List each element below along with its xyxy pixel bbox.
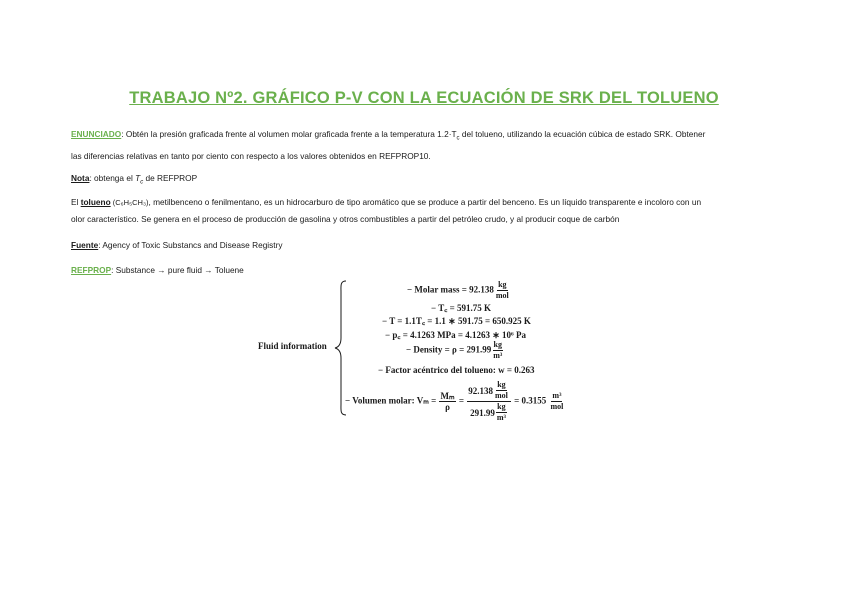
- molar-mass-unit: [495, 280, 510, 301]
- molar-volume-result: = 0.3155: [514, 395, 547, 406]
- molar-mass-unit-den: mol: [495, 291, 509, 300]
- density-text: − Density = ρ = 291.99: [406, 344, 492, 355]
- tolueno-paragraph: [71, 194, 781, 228]
- tolueno-line-2: olor característico. Se genera en el proceso de producción de gasolina y otros combustibles a partir del petróleo crudo, y al producir coque de carbón: [71, 214, 620, 224]
- nota-label: Nota: [71, 173, 90, 183]
- fluid-information-label: Fluid information: [258, 341, 327, 351]
- molar-volume-ratio-num: Mₘ: [440, 391, 455, 401]
- molar-volume-prefix: − Volumen molar: Vₘ =: [345, 395, 437, 406]
- acentric-factor-equation: − Factor acéntrico del tolueno: w = 0.263: [378, 365, 535, 375]
- molar-volume-ratio: [439, 391, 455, 412]
- tolueno-prefix: El: [71, 197, 81, 207]
- enunciado-line-1: [71, 126, 781, 148]
- molar-mass-unit-num: kg: [498, 280, 507, 289]
- enunciado-text-1: : Obtén la presión graficada frente al volumen molar graficada frente a la temperatura 1.2·T: [121, 129, 457, 139]
- molar-volume-value-fraction: [467, 380, 511, 423]
- refprop-label: REFPROP: [71, 265, 112, 275]
- molar-volume-value-num: [467, 380, 511, 402]
- molar-volume-value-den: [469, 402, 509, 423]
- refprop-paragraph: [71, 262, 781, 279]
- density-value-unit: [496, 402, 507, 423]
- molar-volume-result-unit: [550, 391, 565, 412]
- result-unit-den: mol: [550, 402, 564, 411]
- nota-text-before: : obtenga el: [89, 173, 136, 183]
- molar-mass-value: 92.138: [468, 385, 493, 396]
- molar-volume-equation: [345, 380, 565, 423]
- fuente-text: : Agency of Toxic Substancs and Disease Registry: [98, 240, 283, 250]
- molar-volume-ratio-den: ρ: [445, 402, 450, 412]
- molar-volume-equals: =: [458, 395, 464, 406]
- refprop-text: : Substance → pure fluid → Toluene: [111, 265, 244, 275]
- density-unit: [492, 340, 503, 361]
- tolueno-label: tolueno: [80, 197, 111, 207]
- fuente-paragraph: [71, 237, 781, 254]
- tolueno-text-1: , metilbenceno o fenilmentano, es un hidrocarburo de tipo aromático que se produce a partir del benceno. Es un líquido transparente e incoloro con un: [148, 197, 702, 207]
- dens-unit-num: kg: [497, 402, 506, 411]
- density-unit-num: kg: [493, 340, 502, 349]
- nota-paragraph: [71, 170, 781, 192]
- enunciado-paragraph: [71, 126, 781, 165]
- nota-tc-sub: c: [140, 179, 144, 186]
- mm-unit-den: mol: [494, 391, 508, 400]
- critical-temperature-equation: − T꜀ = 591.75 K: [431, 303, 491, 313]
- molar-mass-text: − Molar mass = 92.138: [407, 284, 494, 295]
- molar-mass-value-unit: [494, 380, 509, 401]
- dens-unit-den: m³: [496, 413, 506, 422]
- critical-pressure-equation: − p꜀ = 4.1263 MPa = 4.1263 ∗ 10⁶ Pa: [385, 330, 526, 340]
- enunciado-line-2: las diferencias relativas en tanto por ciento con respecto a los valores obtenidos en REFPROP10.: [71, 150, 431, 161]
- result-unit-num: m³: [552, 391, 562, 400]
- density-value: 291.99: [470, 407, 495, 418]
- enunciado-tc-sub: c: [456, 135, 460, 142]
- tolueno-formula: (C₆H₅CH₃): [110, 198, 149, 207]
- fuente-label: Fuente: [71, 240, 99, 250]
- nota-text-after: de REFPROP: [143, 173, 198, 183]
- density-equation: [406, 340, 504, 361]
- temperature-equation: − T = 1.1T꜀ = 1.1 ∗ 591.75 = 650.925 K: [382, 316, 531, 326]
- tolueno-line-1: [71, 194, 781, 211]
- molar-mass-equation: [407, 280, 511, 301]
- mm-unit-num: kg: [497, 380, 506, 389]
- page-title: TRABAJO Nº2. GRÁFICO P-V CON LA ECUACIÓN DE SRK DEL TOLUENO: [129, 89, 719, 107]
- density-unit-den: m³: [493, 351, 503, 360]
- nota-tc: T: [135, 173, 141, 183]
- enunciado-text-1b: del tolueno, utilizando la ecuación cúbica de estado SRK. Obtener: [459, 129, 706, 139]
- enunciado-label: ENUNCIADO: [71, 129, 122, 139]
